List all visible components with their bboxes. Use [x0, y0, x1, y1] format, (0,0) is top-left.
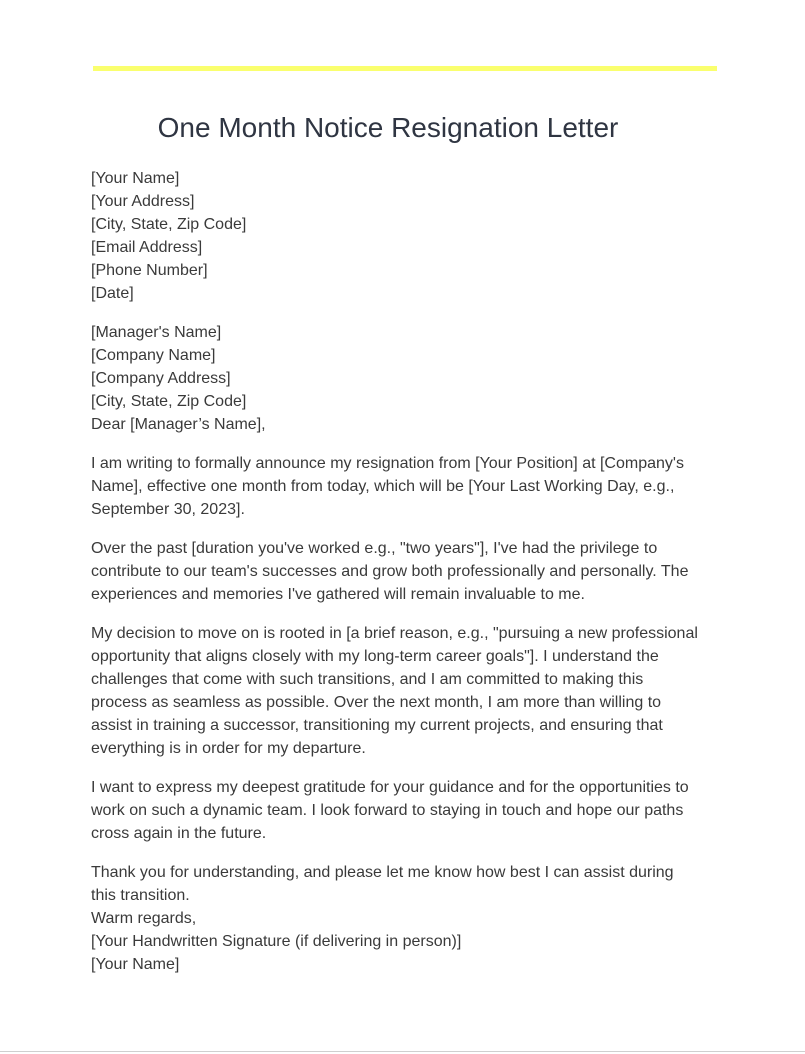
sender-phone: [Phone Number]: [91, 262, 208, 279]
recipient-manager-name: [Manager's Name]: [91, 324, 222, 341]
paragraph-thank-you: Thank you for understanding, and please let me know how best I can assist during this transition.: [91, 864, 674, 904]
paragraph-experience: Over the past [duration you've worked e.g., "two years"], I've had the privilege to contribute to our team's successes and grow both professionally and personally. The experiences and memories I've gathered will remain invaluable to me.: [91, 540, 689, 603]
letter-date: [Date]: [91, 285, 134, 302]
sender-address-block: [91, 167, 701, 305]
signature-placeholder: [Your Handwritten Signature (if delivering in person)]: [91, 933, 462, 950]
spacer: [91, 305, 701, 321]
sender-city-state-zip: [City, State, Zip Code]: [91, 216, 247, 233]
spacer: [91, 521, 701, 537]
closing-block: [91, 907, 701, 976]
spacer: [91, 760, 701, 776]
salutation: Dear [Manager’s Name],: [91, 416, 266, 433]
paragraph-gratitude: I want to express my deepest gratitude for your guidance and for the opportunities to work on such a dynamic team. I look forward to staying in touch and hope our paths cross again in the future.: [91, 779, 689, 842]
signature-name: [Your Name]: [91, 956, 180, 973]
sender-address: [Your Address]: [91, 193, 195, 210]
sender-name: [Your Name]: [91, 170, 180, 187]
letter-body: [91, 167, 701, 976]
spacer: [91, 606, 701, 622]
top-accent-bar: [93, 66, 717, 71]
paragraph-resignation-announcement: I am writing to formally announce my resignation from [Your Position] at [Company's Name], effective one month from today, which will be [Your Last Working Day, e.g., September 30, 2023].: [91, 455, 684, 518]
spacer: [91, 845, 701, 861]
spacer: [91, 436, 701, 452]
recipient-company-address: [Company Address]: [91, 370, 231, 387]
paragraph-reason-and-transition: My decision to move on is rooted in [a brief reason, e.g., "pursuing a new professional opportunity that aligns closely with my long-term career goals"]. I understand the challenges that come with such transitions, and I am committed to making this process as seamless as possible. Over the next month, I am more than willing to assist in training a successor, transitioning my current projects, and ensuring that everything is in order for my departure.: [91, 625, 698, 757]
page-title: One Month Notice Resignation Letter: [157, 112, 619, 143]
closing: Warm regards,: [91, 910, 197, 927]
recipient-address-block: [91, 321, 701, 436]
bottom-divider: [0, 1051, 805, 1052]
recipient-city-state-zip: [City, State, Zip Code]: [91, 393, 247, 410]
sender-email: [Email Address]: [91, 239, 203, 256]
recipient-company-name: [Company Name]: [91, 347, 216, 364]
